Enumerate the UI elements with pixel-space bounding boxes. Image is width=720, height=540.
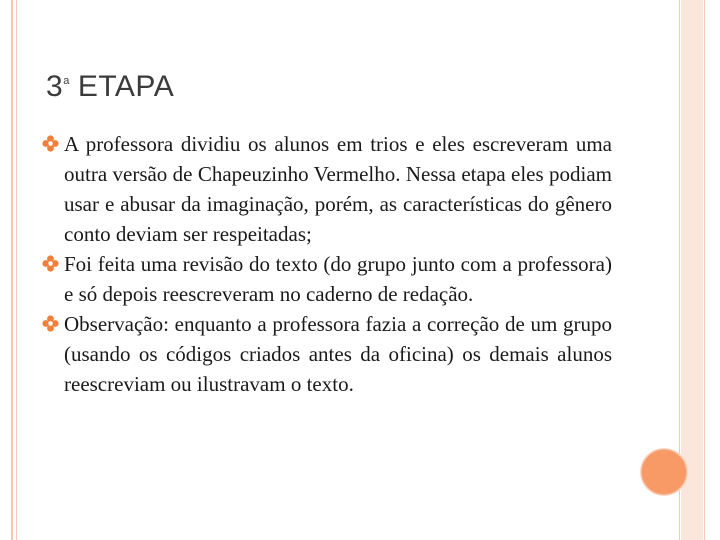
title-superscript: a <box>63 75 70 87</box>
flower-bullet-icon <box>42 135 59 152</box>
bullet-item <box>44 129 612 249</box>
title-number: 3 <box>46 70 64 103</box>
bullet-list <box>44 129 612 399</box>
slide-title <box>46 70 174 104</box>
left-border-line <box>11 0 13 540</box>
flower-bullet-icon <box>42 255 59 272</box>
title-text: ETAPA <box>77 70 175 103</box>
decorative-circle <box>641 449 687 495</box>
bullet-text: A professora dividiu os alunos em trios e eles escreveram uma outra versão de Chapeuzinho Vermelho. Nessa etapa eles podiam usar e abusar da imaginação, porém, as características do gênero conto deviam ser respeitadas; <box>64 132 612 246</box>
right-border-line-outer <box>704 0 705 540</box>
left-border-line-inner <box>16 0 17 540</box>
flower-bullet-icon <box>42 315 59 332</box>
bullet-item <box>44 249 612 309</box>
bullet-item <box>44 309 612 399</box>
bullet-text: Observação: enquanto a professora fazia a correção de um grupo (usando os códigos criados antes da oficina) os demais alunos reescreviam ou ilustravam o texto. <box>64 312 612 396</box>
right-decorative-band <box>681 0 703 540</box>
bullet-text: Foi feita uma revisão do texto (do grupo junto com a professora) e só depois reescreveram no caderno de redação. <box>64 252 612 306</box>
